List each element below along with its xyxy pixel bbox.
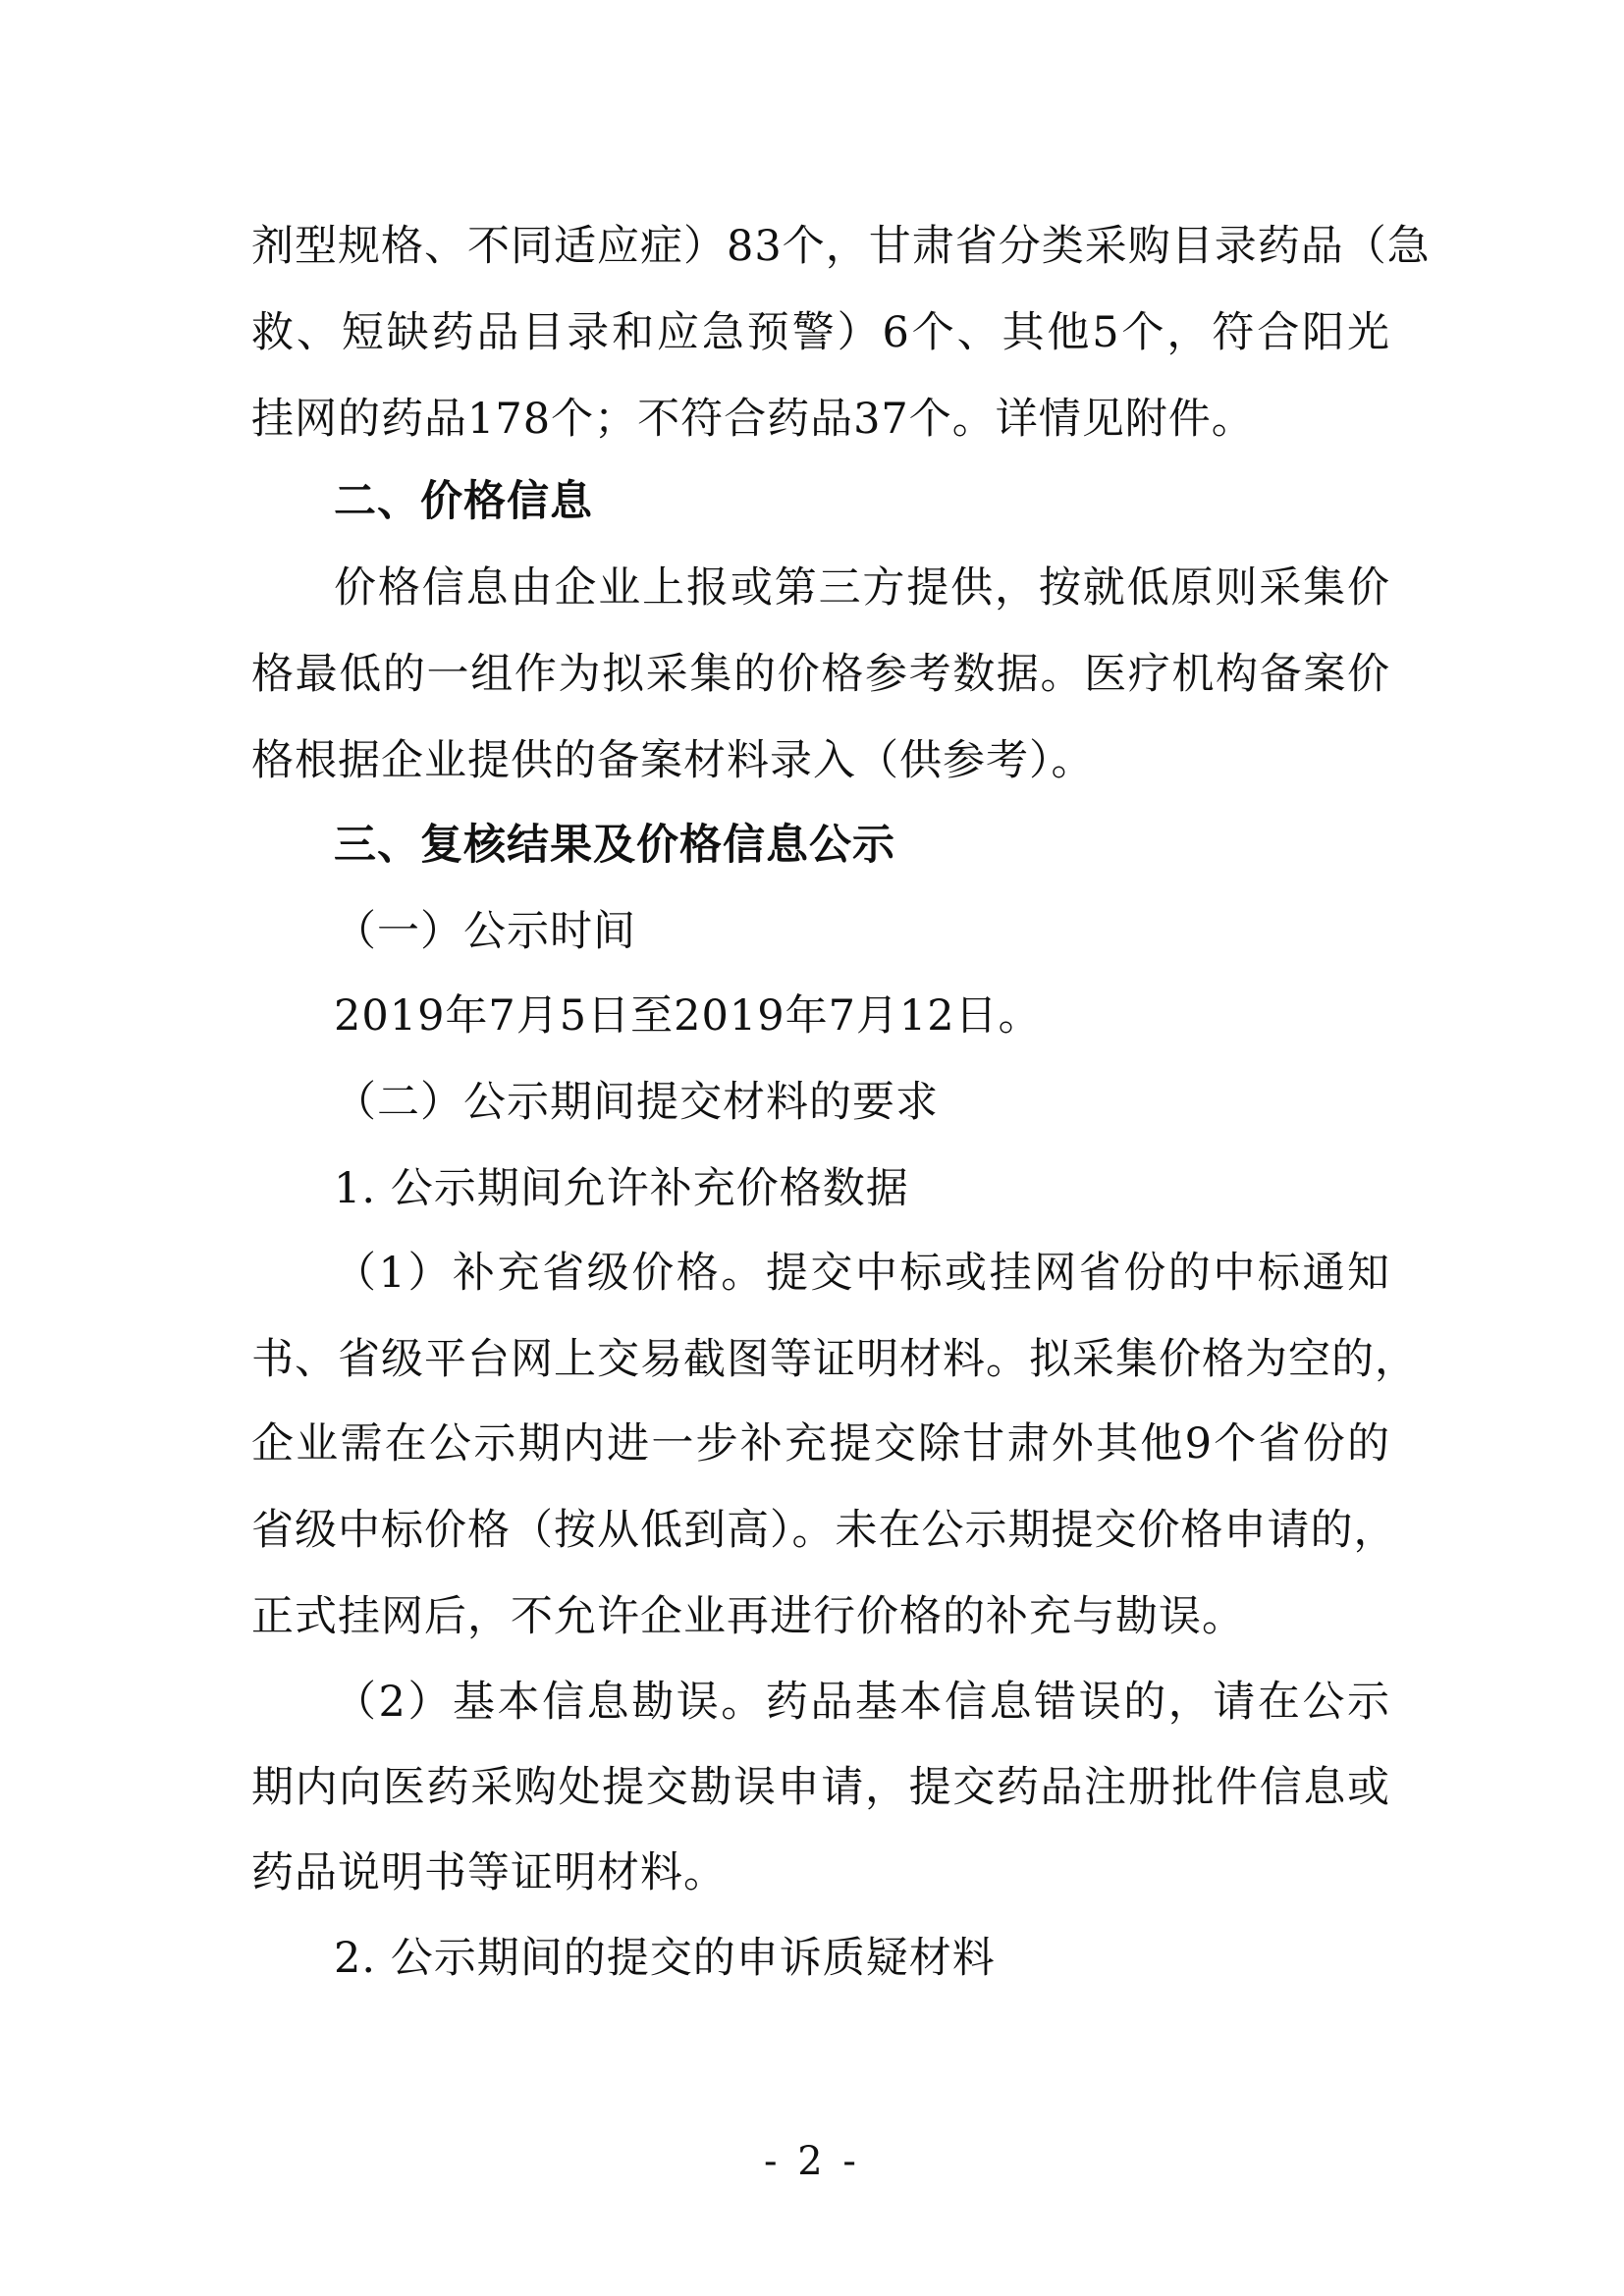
announcement-date-range: 2019年7月5日至2019年7月12日。	[334, 991, 1042, 1041]
paragraph-line: 企业需在公示期内进一步补充提交除甘肃外其他9个省份的	[251, 1419, 1390, 1468]
paragraph-line: 价格信息由企业上报或第三方提供，按就低原则采集价	[334, 563, 1390, 613]
paragraph-line: （1）补充省级价格。提交中标或挂网省份的中标通知	[334, 1249, 1390, 1298]
section-heading-review-results: 三、复核结果及价格信息公示	[334, 821, 895, 870]
paragraph-line: 药品说明书等证明材料。	[251, 1848, 727, 1897]
paragraph-line: （2）基本信息勘误。药品基本信息错误的，请在公示	[334, 1678, 1390, 1727]
paragraph-line: 正式挂网后，不允许企业再进行价格的补充与勘误。	[251, 1592, 1245, 1641]
subheading-announcement-time: （一）公示时间	[334, 907, 636, 956]
paragraph-line: 格最低的一组作为拟采集的价格参考数据。医疗机构备案价	[251, 650, 1390, 699]
subheading-submission-requirements: （二）公示期间提交材料的要求	[334, 1078, 939, 1127]
paragraph-line: 剂型规格、不同适应症）83个，甘肃省分类采购目录药品（急	[251, 222, 1431, 271]
paragraph-line: 省级中标价格（按从低到高）。未在公示期提交价格申请的，	[251, 1506, 1397, 1555]
paragraph-line: 期内向医药采购处提交勘误申请，提交药品注册批件信息或	[251, 1763, 1390, 1812]
list-item-heading: 1. 公示期间允许补充价格数据	[334, 1164, 909, 1213]
paragraph-line: 救、短缺药品目录和应急预警）6个、其他5个，符合阳光	[251, 308, 1390, 357]
section-heading-price-info: 二、价格信息	[334, 477, 593, 526]
list-item-heading: 2. 公示期间的提交的申诉质疑材料	[334, 1934, 996, 1983]
page-number: - 2 -	[764, 2139, 860, 2184]
paragraph-line: 挂网的药品178个；不符合药品37个。详情见附件。	[251, 395, 1255, 444]
paragraph-line: 格根据企业提供的备案材料录入（供参考）。	[251, 736, 1095, 785]
paragraph-line: 书、省级平台网上交易截图等证明材料。拟采集价格为空的，	[251, 1335, 1418, 1384]
